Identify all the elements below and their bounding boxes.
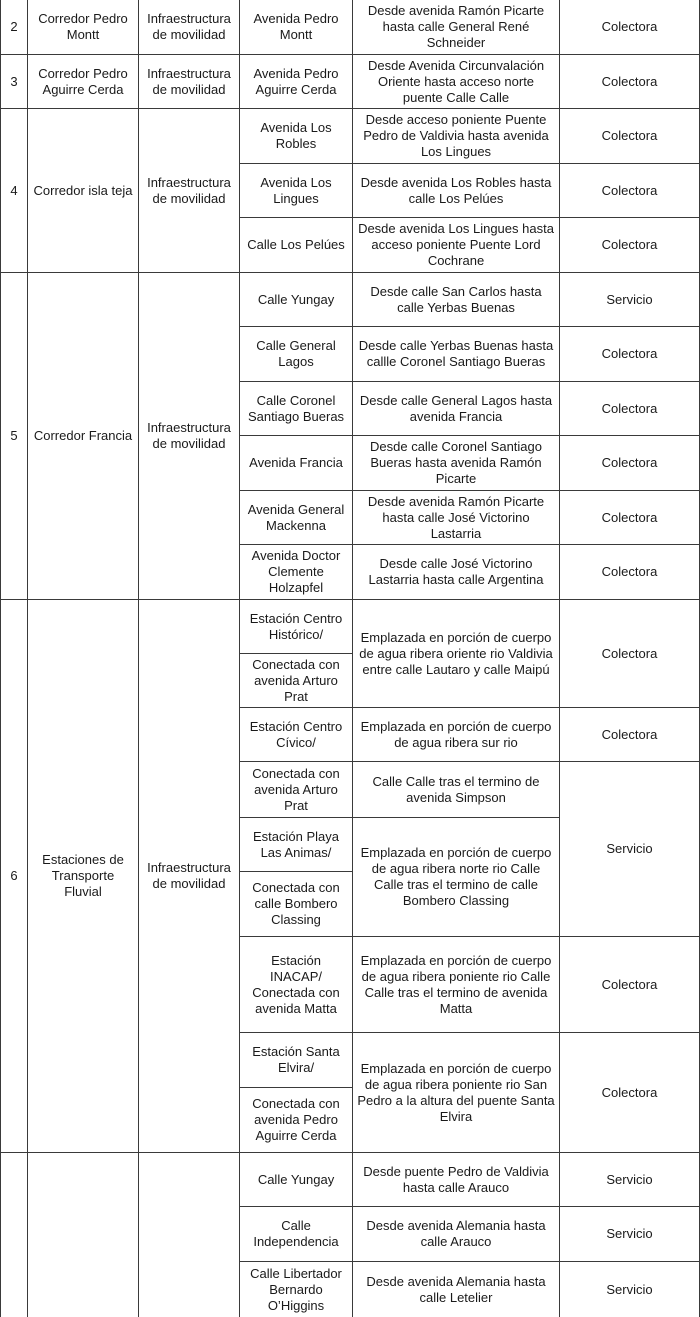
row-number-cell (0, 272, 28, 600)
segment-description-cell (352, 217, 560, 273)
station-description: Emplazada en porción de cuerpo de agua ribera poniente rio Calle Calle tras el termino de avenida Matta (360, 952, 552, 1016)
segment-description: Desde calle José Victorino Lastarria hasta calle Argentina (368, 556, 544, 587)
road-category: Colectora (601, 73, 658, 89)
road-category-cell (559, 217, 700, 273)
segment-description: Desde calle Yerbas Buenas hasta callle Coronel Santiago Bueras (358, 338, 554, 369)
road-category: Colectora (601, 237, 658, 252)
road-category: Colectora (601, 19, 658, 34)
segment-description: Desde avenida Alemania hasta calle Letelier (366, 1273, 546, 1305)
station-connection-cell (239, 871, 353, 937)
road-category: Servicio (606, 1171, 653, 1187)
station-description-cell (352, 761, 560, 818)
segment-name: Avenida Los Robles (260, 120, 332, 151)
road-category-cell (559, 108, 700, 164)
station-description-cell (352, 1032, 560, 1153)
road-category: Servicio (606, 841, 653, 856)
corridor-name: Corredor Francia (33, 428, 133, 443)
station-connection: Conectada con avenida Pedro Aguirre Cerda (252, 1096, 340, 1143)
segment-name-cell (239, 490, 353, 545)
segment-name-cell (239, 435, 353, 491)
segment-name-cell (239, 54, 353, 109)
station-description-cell (352, 936, 560, 1033)
infrastructure-type: Infraestructura de movilidad (147, 65, 231, 97)
station-connection-cell (239, 653, 353, 708)
segment-description-cell (352, 381, 560, 436)
road-category: Colectora (601, 726, 658, 742)
corridor-name: Corredor Pedro Aguirre Cerda (38, 65, 128, 97)
station-name: Estación Centro Cívico/ (249, 718, 343, 750)
segment-description-cell (352, 1152, 560, 1207)
road-category-cell (559, 326, 700, 382)
segment-description-cell (352, 326, 560, 382)
infrastructure-type-cell (138, 108, 240, 273)
segment-description: Desde calle San Carlos hasta calle Yerbas Buenas (370, 283, 542, 315)
station-description: Emplazada en porción de cuerpo de agua ribera norte rio Calle Calle tras el termino de calle Bombero Classing (360, 845, 552, 908)
row-number: 5 (10, 428, 18, 443)
road-category: Servicio (606, 1281, 653, 1297)
row-number: 6 (10, 868, 18, 883)
segment-name-cell (239, 108, 353, 164)
segment-description-cell (352, 544, 560, 600)
road-category-cell (559, 381, 700, 436)
corridor-name-cell (27, 54, 139, 109)
road-category-cell (559, 1261, 700, 1317)
road-category-cell (559, 936, 700, 1033)
station-description-cell (352, 707, 560, 762)
road-category: Colectora (601, 128, 658, 143)
road-category-cell (559, 435, 700, 491)
corridor-name: Corredor Pedro Montt (38, 11, 128, 42)
station-connection: Conectada con avenida Arturo Prat (252, 656, 340, 704)
road-category-cell (559, 272, 700, 327)
segment-name: Calle General Lagos (256, 338, 336, 369)
segment-name: Calle Coronel Santiago Bueras (247, 392, 345, 424)
road-category-cell (559, 544, 700, 600)
road-category: Servicio (606, 291, 653, 307)
station-description: Emplazada en porción de cuerpo de agua ribera oriente rio Valdivia entre calle Lautaro y calle Maipú (359, 629, 553, 677)
station-name: Estación Santa Elvira/ (252, 1044, 340, 1075)
infrastructure-type-cell (138, 54, 240, 109)
station-connection: Conectada con calle Bombero Classing (252, 880, 340, 927)
segment-description: Desde calle General Lagos hasta avenida Francia (359, 392, 553, 424)
segment-description: Desde avenida Los Lingues hasta acceso poniente Puente Lord Cochrane (358, 221, 554, 268)
segment-name: Calle Yungay (257, 291, 335, 307)
segment-description: Desde calle Coronel Santiago Bueras hasta avenida Ramón Picarte (370, 439, 542, 486)
station-connection-cell (239, 761, 353, 818)
station-name-cell (239, 817, 353, 872)
infrastructure-type: Infraestructura de movilidad (147, 860, 231, 891)
segment-name: Avenida General Mackenna (247, 501, 345, 533)
row-number-cell (0, 1152, 28, 1317)
road-category-cell (559, 761, 700, 937)
infrastructure-type-cell (138, 1152, 240, 1317)
corridor-name-cell (27, 272, 139, 600)
corridor-name: Estaciones de Transporte Fluvial (42, 852, 124, 899)
station-name-cell (239, 936, 353, 1033)
segment-name-cell (239, 326, 353, 382)
segment-name-cell (239, 544, 353, 600)
road-category-cell (559, 1206, 700, 1262)
road-category-cell (559, 163, 700, 218)
road-category-cell (559, 1152, 700, 1207)
station-description: Emplazada en porción de cuerpo de agua ribera poniente rio San Pedro a la altura del puente Santa Elvira (357, 1060, 555, 1124)
station-description: Calle Calle tras el termino de avenida Simpson (372, 773, 540, 805)
infrastructure-type-cell (138, 0, 240, 55)
row-number: 4 (10, 182, 18, 198)
segment-name: Avenida Pedro Aguirre Cerda (253, 65, 339, 97)
segment-description: Desde Avenida Circunvalación Oriente hasta acceso norte puente Calle Calle (367, 57, 545, 105)
corridor-name-cell (27, 599, 139, 1153)
segment-name: Calle Yungay (257, 1171, 335, 1187)
station-name: Estación Playa Las Animas/ (253, 828, 339, 860)
segment-description: Desde acceso poniente Puente Pedro de Valdivia hasta avenida Los Lingues (363, 112, 549, 159)
road-category-cell (559, 1032, 700, 1153)
segment-description-cell (352, 1206, 560, 1262)
station-name-cell (239, 1032, 353, 1088)
segment-description-cell (352, 54, 560, 109)
station-name-cell (239, 707, 353, 762)
corridor-name-cell (27, 0, 139, 55)
road-category-cell (559, 490, 700, 545)
segment-name-cell (239, 1152, 353, 1207)
row-number-cell (0, 108, 28, 273)
segment-description-cell (352, 0, 560, 55)
segment-description: Desde puente Pedro de Valdivia hasta calle Arauco (363, 1163, 549, 1195)
road-category: Colectora (601, 564, 658, 579)
segment-description-cell (352, 1261, 560, 1317)
segment-description: Desde avenida Ramón Picarte hasta calle José Victorino Lastarria (367, 493, 545, 541)
station-name: Estación Centro Histórico/ (249, 610, 343, 642)
segment-name: Avenida Los Lingues (260, 174, 332, 206)
road-category: Colectora (601, 182, 658, 198)
segment-name-cell (239, 1261, 353, 1317)
station-name: Estación INACAP/ Conectada con avenida Matta (252, 952, 340, 1016)
segment-name-cell (239, 0, 353, 55)
station-description: Emplazada en porción de cuerpo de agua ribera sur rio (360, 718, 552, 750)
road-category-cell (559, 54, 700, 109)
segment-name-cell (239, 381, 353, 436)
row-number-cell (0, 54, 28, 109)
infrastructure-type-cell (138, 599, 240, 1153)
station-description-cell (352, 817, 560, 937)
road-category: Colectora (601, 400, 658, 416)
infrastructure-type: Infraestructura de movilidad (147, 11, 231, 42)
segment-name: Calle Libertador Bernardo O’Higgins (250, 1265, 342, 1313)
segment-name: Calle Los Pelúes (247, 237, 345, 252)
segment-name: Calle Independencia (253, 1218, 339, 1249)
station-description-cell (352, 599, 560, 708)
road-category: Colectora (601, 645, 658, 661)
row-number-cell (0, 0, 28, 55)
road-category: Colectora (601, 346, 658, 361)
segment-description: Desde avenida Los Robles hasta calle Los Pelúes (360, 174, 552, 206)
segment-description-cell (352, 490, 560, 545)
segment-name-cell (239, 163, 353, 218)
road-category: Colectora (601, 1084, 658, 1100)
segment-description-cell (352, 272, 560, 327)
segment-name-cell (239, 217, 353, 273)
road-category-cell (559, 0, 700, 55)
segment-name-cell (239, 272, 353, 327)
segment-description-cell (352, 108, 560, 164)
segment-name: Avenida Francia (249, 455, 343, 470)
corridor-name-cell (27, 108, 139, 273)
segment-description: Desde avenida Ramón Picarte hasta calle General René Schneider (367, 3, 545, 50)
segment-description-cell (352, 163, 560, 218)
station-connection: Conectada con avenida Arturo Prat (252, 765, 340, 813)
row-number: 2 (10, 19, 18, 34)
row-number: 3 (10, 73, 18, 89)
road-category: Colectora (601, 976, 658, 992)
road-category-cell (559, 599, 700, 708)
station-name-cell (239, 599, 353, 654)
segment-name: Avenida Pedro Montt (253, 11, 339, 42)
segment-name: Avenida Doctor Clemente Holzapfel (251, 548, 341, 595)
corridor-name: Corredor isla teja (33, 182, 133, 198)
segment-description-cell (352, 435, 560, 491)
corridor-name-cell (27, 1152, 139, 1317)
station-connection-cell (239, 1087, 353, 1153)
road-category: Colectora (601, 455, 658, 470)
road-category-cell (559, 707, 700, 762)
road-category: Colectora (601, 509, 658, 525)
infrastructure-type: Infraestructura de movilidad (147, 420, 231, 451)
infrastructure-type: Infraestructura de movilidad (147, 174, 231, 206)
row-number-cell (0, 599, 28, 1153)
infrastructure-type-cell (138, 272, 240, 600)
segment-name-cell (239, 1206, 353, 1262)
road-category: Servicio (606, 1226, 653, 1241)
segment-description: Desde avenida Alemania hasta calle Arauco (366, 1218, 546, 1249)
